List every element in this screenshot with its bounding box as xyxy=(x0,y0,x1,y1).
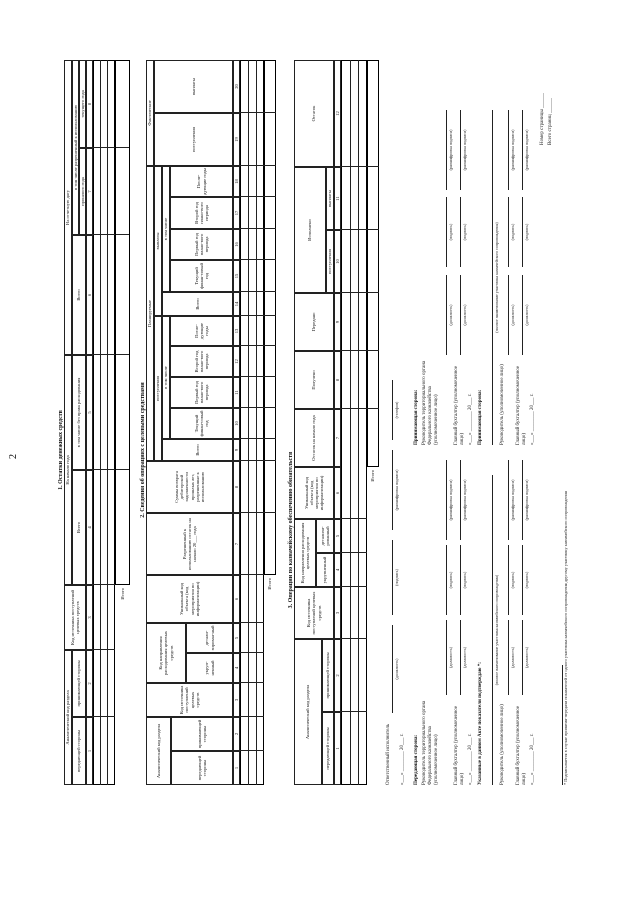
grid-line xyxy=(341,408,379,409)
section1-title: 1. Остатки денежных средств xyxy=(58,410,64,490)
grid-line xyxy=(341,586,367,587)
s3-head-enlarged: укрупненный xyxy=(316,553,334,587)
s2-head-first: Первый год плано-вого периода xyxy=(170,377,233,408)
s3-head-remainder: Остаток xyxy=(294,60,334,167)
grid-line xyxy=(341,166,379,167)
s3-colnum: 11 xyxy=(334,167,341,230)
section3-title: 3. Операции по казначейскому обеспечению обязательств xyxy=(288,451,294,609)
hint-signature: (подпись) xyxy=(510,571,515,589)
s3-head-receive: принимающей стороны xyxy=(322,639,334,712)
s1-total-label: Итого xyxy=(119,588,125,600)
s2-colnum: 12 xyxy=(233,346,240,377)
hint-name: (расшифровка подписи) xyxy=(448,129,453,171)
s1-head-report-total: Всего xyxy=(72,235,86,355)
grid-line xyxy=(240,345,276,346)
s3-head-executed: Исполнено xyxy=(294,167,326,293)
grid-line xyxy=(240,438,276,439)
s3-total-row xyxy=(367,60,379,467)
hint-position: (должность) xyxy=(462,304,467,326)
grid-line xyxy=(341,711,367,712)
grid-line xyxy=(240,291,276,292)
s1-colnum: 7 xyxy=(86,148,93,235)
responsible-label: Ответственный исполнитель xyxy=(386,723,391,785)
grid-line xyxy=(240,259,276,260)
s2-total-row xyxy=(264,60,276,575)
s2-head-second: Второй год плано-вого периода xyxy=(170,346,233,377)
s1-head-source: Код источника поступлений целевых средств xyxy=(64,585,86,650)
s1-head-code: Аналитический код раздела xyxy=(64,650,72,785)
s3-colnum: 10 xyxy=(334,230,341,293)
s1-colnum: 5 xyxy=(86,355,93,470)
s1-head-transfer: передающей стороны xyxy=(72,717,86,785)
hint-position: (должность) xyxy=(524,647,529,668)
s3-colnum: 3 xyxy=(334,587,341,639)
s2-colnum: 14 xyxy=(233,292,240,316)
s3-colnum: 7 xyxy=(334,409,341,467)
s3-head-detailed: детализи-рованный xyxy=(316,519,334,553)
date-line: «___» ________ 20___ г. xyxy=(468,393,473,445)
s2-head-pay-first: Первый год плано-вого периода xyxy=(170,229,233,260)
s2-colnum: 18 xyxy=(233,166,240,197)
hint-signature: (подпись) xyxy=(448,223,453,241)
grid-line xyxy=(341,350,379,351)
s1-colnum: 1 xyxy=(86,717,93,785)
s3-colnum: 8 xyxy=(334,351,341,409)
s1-head-receive: принимающей стороны xyxy=(72,650,86,717)
s3-head-uid: Уникальный код объекта (код мероприятия по информатизации) xyxy=(294,467,334,519)
hint-name: (расшифровка подписи) xyxy=(394,469,399,511)
s3-head-transfer: передающей стороны xyxy=(322,712,334,785)
hint-position: (должность) xyxy=(448,647,453,668)
hint-name: (расшифровка подписи) xyxy=(448,479,453,521)
date-line: «___» ________ 20___ г. xyxy=(400,733,405,785)
s3-head-received: Получено xyxy=(294,351,334,409)
receive-side-label: Принимающая сторона: xyxy=(414,389,419,445)
s2-colnum: 13 xyxy=(233,316,240,346)
s1-colnum: 3 xyxy=(86,585,93,650)
s1-head-start-norights: в том числе без права расходования xyxy=(72,355,86,470)
s2-head-direction-detailed: детали-зирован-ный xyxy=(186,623,233,653)
s3-head-exec-payments: выплаты xyxy=(326,167,334,230)
s2-colnum: 19 xyxy=(233,113,240,166)
grid-line xyxy=(240,716,264,717)
s2-head-payments: выплаты xyxy=(154,166,162,316)
s2-colnum: 2 xyxy=(233,717,240,751)
receive-head-label: Руководитель территориального органа Федерального казначейства (уполномоченное лицо) xyxy=(422,360,439,445)
hint-position: (должность) xyxy=(462,647,467,668)
grid-line xyxy=(240,622,264,623)
s2-head-pay-total: Всего xyxy=(162,292,233,316)
hint-position: (должность) xyxy=(510,647,515,668)
s2-head-allowed: Разрешенный к использованию остаток на начало 20___ года xyxy=(146,513,233,575)
hint-signature: (подпись) xyxy=(462,571,467,589)
s2-head-pay-following: После-дующие годы xyxy=(170,166,233,197)
hint-name: (расшифровка подписи) xyxy=(524,129,529,171)
s3-colnum: 6 xyxy=(334,467,341,519)
hint-phone: (телефон) xyxy=(394,401,399,419)
grid-line xyxy=(240,196,276,197)
receive-head-plain: Руководитель (уполномоченное лицо) xyxy=(500,364,505,445)
s2-colnum: 7 xyxy=(233,513,240,575)
date-line: «___» ________ 20___ г. xyxy=(468,733,473,785)
hint-name: (расшифровка подписи) xyxy=(462,129,467,171)
page-number: 2 xyxy=(8,454,19,459)
s2-head-income: поступления xyxy=(154,316,162,461)
s1-head-report: На отчетную дату xyxy=(64,60,72,355)
grid-line xyxy=(341,292,379,293)
hint-signature: (подпись) xyxy=(524,571,529,589)
hint-name: (расшифровка подписи) xyxy=(462,479,467,521)
s2-colnum: 9 xyxy=(233,439,240,461)
s2-colnum: 1 xyxy=(233,751,240,785)
grid-line xyxy=(341,552,367,553)
grid-line xyxy=(341,518,367,519)
hint-position: (должность) xyxy=(524,304,529,326)
s3-colnum: 2 xyxy=(334,639,341,712)
grid-line xyxy=(240,376,276,377)
s3-head-exec-income: поступления xyxy=(326,230,334,293)
grid-line xyxy=(240,165,276,166)
s1-colnum: 8 xyxy=(86,60,93,148)
grid-line xyxy=(341,229,379,230)
footnote: * Подписывается в случае принятия-передачи показателей от одного участника казначейского сопровождения другому участнику казначейского сопровождения xyxy=(563,491,568,785)
s2-head-receive: принимающей стороны xyxy=(171,717,233,751)
grid-line xyxy=(240,682,264,683)
participant-hint: (полное наименование участника казначейского сопровождения) xyxy=(494,574,499,686)
s2-total-label: Итого xyxy=(267,578,273,590)
s3-colnum: 9 xyxy=(334,293,341,351)
s3-colnum: 4 xyxy=(334,553,341,587)
transfer-head-label: Руководитель территориального органа Федерального казначейства (уполномоченное лицо) xyxy=(422,700,439,785)
s2-head-act-income: поступления xyxy=(154,113,233,166)
hint-signature: (подпись) xyxy=(510,223,515,241)
s3-head-direction: Код направления расходования целевых средств xyxy=(294,519,316,587)
s1-head-prev-year: прошлого года xyxy=(79,148,86,235)
s1-head-start-total: Всего xyxy=(72,470,86,585)
s1-head-report-incl: в том числе разрешенный к использованию xyxy=(72,60,79,235)
s2-head-refund: Суммы возврата дебиторской задолженности прошлых лет, разрешенные к использованию xyxy=(146,461,233,513)
grid-line xyxy=(240,750,264,751)
transfer-head-plain: Руководитель (уполномоченное лицо) xyxy=(500,704,505,785)
s3-total-label: Итого xyxy=(370,470,376,482)
hint-signature: (подпись) xyxy=(448,571,453,589)
hint-signature: (подпись) xyxy=(394,569,399,586)
s2-head-direction: Код направления расходования целевых средств xyxy=(146,623,186,683)
s1-colnum: 4 xyxy=(86,470,93,585)
s3-head-balance-start: Остаток на начало года xyxy=(294,409,334,467)
grid-line xyxy=(240,315,276,316)
s2-head-cur-fy: Текущий финан-совый год xyxy=(170,408,233,439)
date-line: «___» ________ 20___ г. xyxy=(530,393,535,445)
pages-total: Всего страниц ______ xyxy=(548,98,553,145)
s2-head-following: После-дующие годы xyxy=(170,316,233,346)
s3-head-source: Код источника поступлений целевых средств xyxy=(294,587,334,639)
grid-line xyxy=(240,112,276,113)
s1-colnum: 6 xyxy=(86,235,93,355)
s2-head-direction-enlarged: укруп-ненный xyxy=(186,653,233,683)
s3-head-transferred: Передано xyxy=(294,293,334,351)
s2-colnum: 20 xyxy=(233,60,240,113)
s1-colnum: 2 xyxy=(86,650,93,717)
grid-line xyxy=(240,228,276,229)
participant-hint: (полное наименование участника казначейского сопровождения) xyxy=(494,222,499,333)
s2-colnum: 5 xyxy=(233,623,240,653)
grid-line xyxy=(341,638,367,639)
s2-colnum: 16 xyxy=(233,229,240,260)
s2-colnum: 17 xyxy=(233,197,240,229)
s2-head-actual: Фактические xyxy=(146,60,154,166)
s2-colnum: 3 xyxy=(233,683,240,717)
hint-position: (должность) xyxy=(394,658,399,680)
s2-head-incl: в том числе xyxy=(162,316,170,439)
receive-accountant-label: Главный бухгалтер (уполномоченное лицо) xyxy=(454,365,465,445)
s2-data-area xyxy=(240,60,264,785)
hint-signature: (подпись) xyxy=(524,223,529,241)
s2-colnum: 10 xyxy=(233,408,240,439)
transfer-accountant-label: Главный бухгалтер (уполномоченное лицо) xyxy=(454,705,465,785)
page-counter: Номер страницы ______ xyxy=(540,93,545,145)
s2-head-total: Всего xyxy=(162,439,233,461)
s2-colnum: 8 xyxy=(233,461,240,513)
s2-head-uid: Уникальный код объекта (код мероприятия по информатизации) xyxy=(146,575,233,623)
hint-name: (расшифровка подписи) xyxy=(510,129,515,171)
hint-name: (расшифровка подписи) xyxy=(510,479,515,521)
grid-line xyxy=(240,512,276,513)
grid-line xyxy=(240,460,276,461)
s2-head-source: Код источника поступлений целевых средств xyxy=(146,683,233,717)
section2-title: 2. Сведения об операциях с целевыми средствами xyxy=(140,382,146,518)
s3-colnum: 12 xyxy=(334,60,341,167)
transfer-accountant2-label: Главный бухгалтер (уполномоченное лицо) xyxy=(516,705,527,785)
hint-position: (должность) xyxy=(510,304,515,326)
grid-line xyxy=(240,574,264,575)
s3-head-code: Аналитический код раздела xyxy=(294,639,322,785)
s2-head-pay-second: Второй год плано-вого периода xyxy=(170,197,233,229)
s2-colnum: 11 xyxy=(233,377,240,408)
s1-head-cur-year: текущего года xyxy=(79,60,86,148)
s2-head-planned: Планируемые xyxy=(146,166,154,461)
hint-signature: (подпись) xyxy=(462,223,467,241)
grid-line xyxy=(240,407,276,408)
transfer-side-label: Передающая сторона: xyxy=(414,734,419,785)
hint-position: (должность) xyxy=(448,304,453,326)
receive-accountant2-label: Главный бухгалтер (уполномоченное лицо) xyxy=(516,365,527,445)
date-line: «___» ________ 20___ г. xyxy=(530,733,535,785)
s1-head-start: На начало года xyxy=(64,355,72,585)
s2-colnum: 15 xyxy=(233,260,240,292)
s3-colnum: 5 xyxy=(334,519,341,553)
hint-name: (расшифровка подписи) xyxy=(524,479,529,521)
confirm-label: Указанные в данном Акте показатели подтверждаю *: xyxy=(478,662,483,785)
s2-head-pay-incl: в том числе xyxy=(162,166,170,292)
s2-head-act-payments: выплаты xyxy=(154,60,233,113)
s2-colnum: 6 xyxy=(233,575,240,623)
s1-data-area xyxy=(93,60,115,785)
grid-line xyxy=(240,652,264,653)
receive-side-label-2: Принимающая сторона: xyxy=(478,389,483,445)
s3-data-area xyxy=(341,60,367,785)
s3-colnum: 1 xyxy=(334,712,341,785)
s2-head-transfer: передающей стороны xyxy=(171,751,233,785)
s2-head-pay-cur-fy: Текущий финан-совый год xyxy=(170,260,233,292)
s2-colnum: 4 xyxy=(233,653,240,683)
s2-head-code: Аналитический код раздела xyxy=(146,717,171,785)
s1-total-row xyxy=(115,60,130,585)
